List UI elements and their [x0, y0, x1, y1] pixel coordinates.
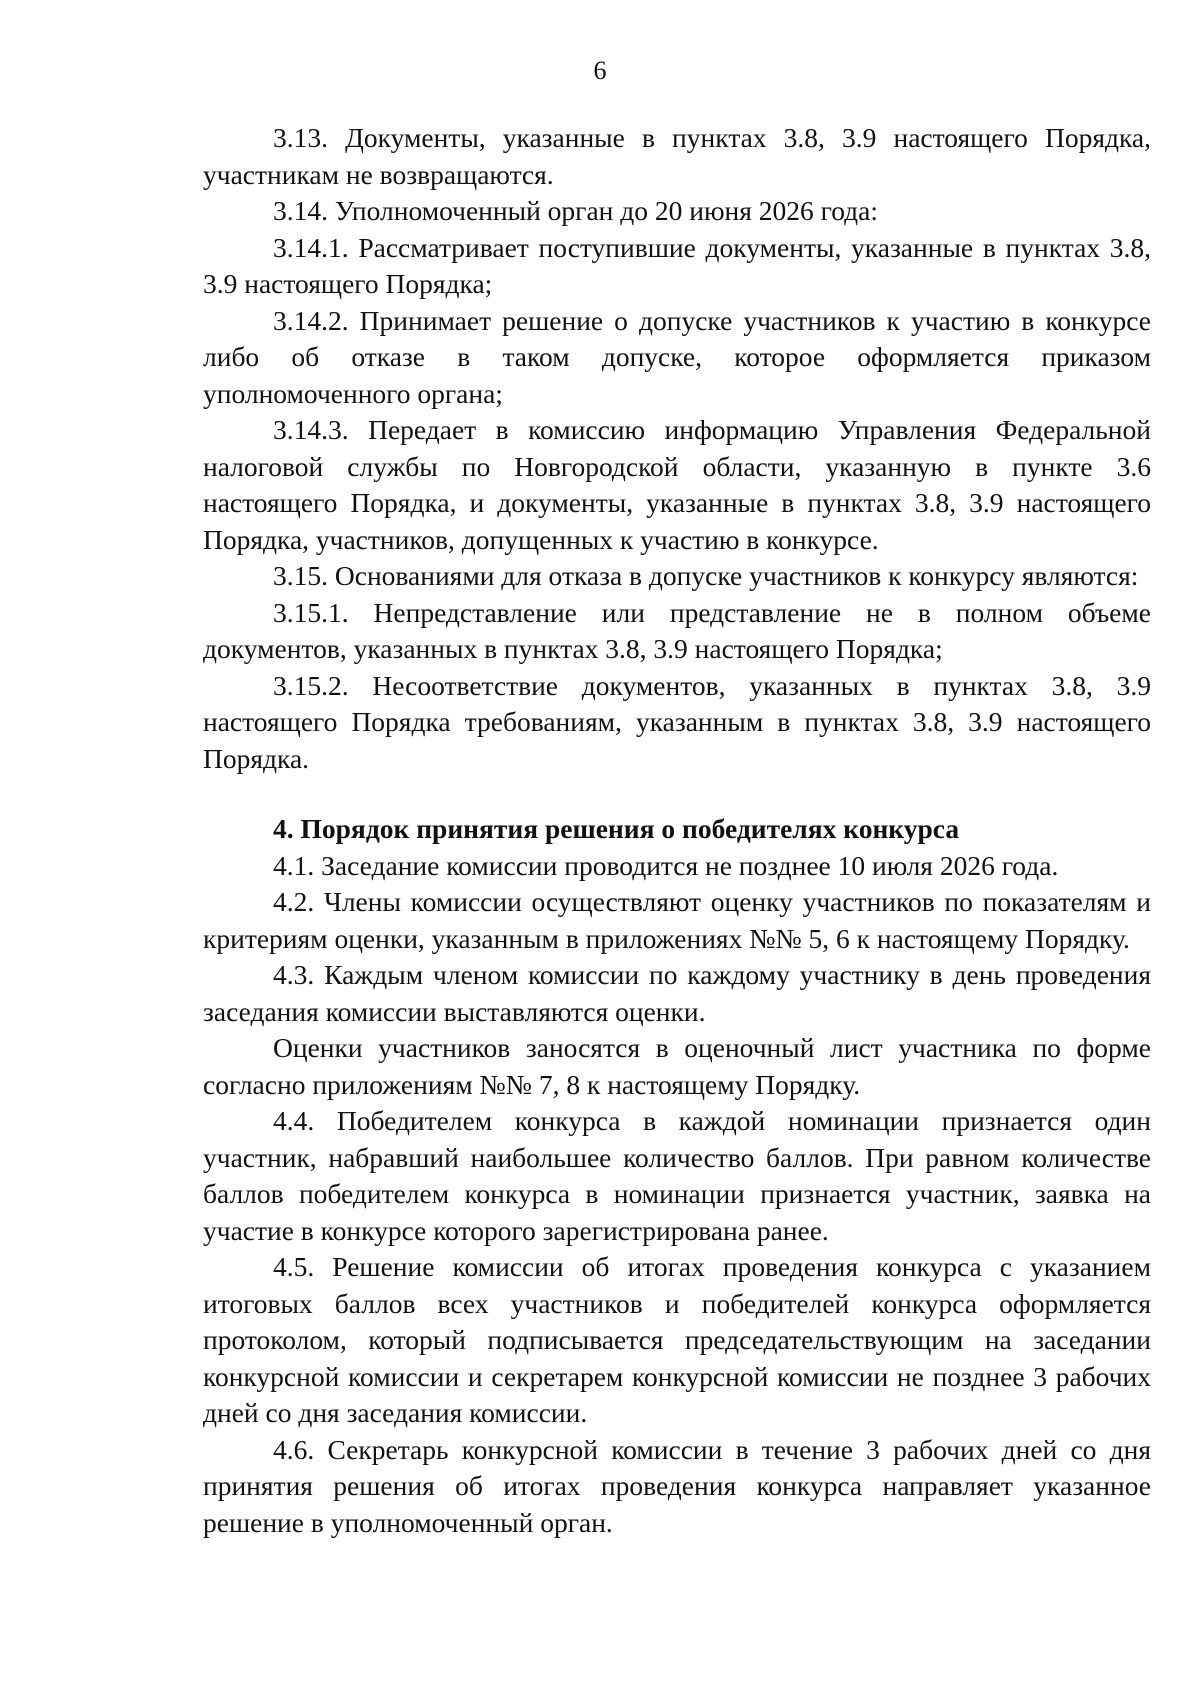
paragraph-4-2: 4.2. Члены комиссии осуществляют оценку участников по показателям и критериям оценки, указанным в приложениях №№ 5, 6 к настоящему Порядку.: [203, 886, 1151, 954]
paragraph-3-15-2: 3.15.2. Несоответствие документов, указанных в пунктах 3.8, 3.9 настоящего Порядка требованиям, указанным в пунктах 3.8, 3.9 настоящего Порядка.: [203, 669, 1151, 774]
paragraph-3-15: 3.15. Основаниями для отказа в допуске участников к конкурсу являются:: [273, 560, 1139, 591]
paragraph-4-5: 4.5. Решение комиссии об итогах проведения конкурса с указанием итоговых баллов всех участников и победителей конкурса оформляется протоколом, который подписывается председательствующим на заседании конкурсной комиссии и секретарем конкурсной комиссии не позднее 3 рабочих дней со дня заседания комиссии.: [203, 1251, 1151, 1428]
paragraph-3-14-3: 3.14.3. Передает в комиссию информацию Управления Федеральной налоговой службы по Новгородской области, указанную в пункте 3.6 настоящего Порядка, и документы, указанные в пунктах 3.8, 3.9 настоящего Порядка, участников, допущенных к участию в конкурсе.: [203, 414, 1151, 555]
paragraph-4-3-assessment: Оценки участников заносятся в оценочный лист участника по форме согласно приложениям №№ 7, 8 к настоящему Порядку.: [203, 1032, 1151, 1100]
paragraph-3-13: 3.13. Документы, указанные в пунктах 3.8, 3.9 настоящего Порядка, участникам не возвращаются.: [203, 122, 1151, 190]
paragraph-4-3: 4.3. Каждым членом комиссии по каждому участнику в день проведения заседания комиссии выставляются оценки.: [203, 959, 1151, 1027]
document-body: [203, 120, 1151, 1541]
paragraph-3-15-1: 3.15.1. Непредставление или представление не в полном объеме документов, указанных в пунктах 3.8, 3.9 настоящего Порядка;: [203, 596, 1151, 664]
section-4-heading: 4. Порядок принятия решения о победителях конкурса: [273, 813, 960, 844]
page-number: 6: [593, 56, 607, 85]
paragraph-4-4: 4.4. Победителем конкурса в каждой номинации признается один участник, набравший наибольшее количество баллов. При равном количестве баллов победителем конкурса в номинации признается участник, заявка на участие в конкурсе которого зарегистрирована ранее.: [203, 1105, 1151, 1246]
paragraph-3-14: 3.14. Уполномоченный орган до 20 июня 2026 года:: [273, 195, 879, 226]
paragraph-4-6: 4.6. Секретарь конкурсной комиссии в течение 3 рабочих дней со дня принятия решения об итогах проведения конкурса направляет указанное решение в уполномоченный орган.: [203, 1433, 1151, 1538]
paragraph-3-14-2: 3.14.2. Принимает решение о допуске участников к участию в конкурсе либо об отказе в таком допуске, которое оформляется приказом уполномоченного органа;: [203, 304, 1151, 409]
paragraph-3-14-1: 3.14.1. Рассматривает поступившие документы, указанные в пунктах 3.8, 3.9 настоящего Порядка;: [203, 231, 1151, 299]
paragraph-4-1: 4.1. Заседание комиссии проводится не позднее 10 июля 2026 года.: [273, 849, 1059, 881]
